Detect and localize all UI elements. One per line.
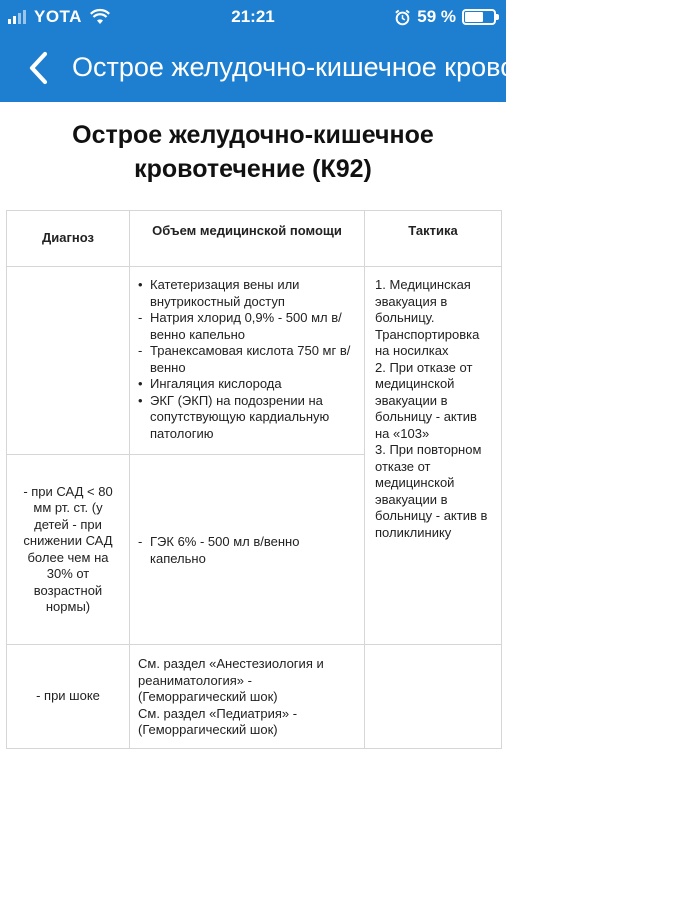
tactics-step: 1. Медицинская эвакуация в больницу. Транспортировка на носилках xyxy=(375,277,480,358)
status-bar xyxy=(0,0,506,34)
volume-cell xyxy=(130,645,365,749)
volume-item: • Катетеризация вены или внутрикостный доступ xyxy=(138,277,300,309)
status-right xyxy=(394,7,496,27)
volume-reference: См. раздел «Анестезиология и реаниматология» - (Геморрагический шок) xyxy=(138,656,324,705)
tactics-step: 2. При отказе от медицинской эвакуации в больницу - актив на «103» xyxy=(375,359,477,441)
volume-cell xyxy=(130,267,365,455)
volume-item: • ЭКГ (ЭКП) на подозрении на сопутствующую кардиальную патологию xyxy=(138,392,330,441)
tactics-cell xyxy=(365,267,502,645)
header-volume: Объем медицинской помощи xyxy=(130,211,365,267)
table-row xyxy=(7,267,502,455)
volume-item: • Ингаляция кислорода xyxy=(138,376,282,391)
header-tactics: Тактика xyxy=(365,211,502,267)
volume-cell xyxy=(130,455,365,645)
volume-item: - Натрия хлорид 0,9% - 500 мл в/венно капельно xyxy=(138,310,342,342)
battery-level xyxy=(465,12,483,22)
tactics-step: 3. При повторном отказе от медицинской эвакуации в больницу - актив в поликлинику xyxy=(375,442,488,540)
carrier-name: YOTA xyxy=(34,7,82,26)
app-bar xyxy=(0,34,686,102)
protocol-table xyxy=(6,210,502,749)
back-button[interactable] xyxy=(18,48,58,88)
battery-percentage: 59 % xyxy=(417,7,456,26)
table-header-row xyxy=(7,211,502,267)
diagnosis-cell xyxy=(7,267,130,455)
status-time: 21:21 xyxy=(231,7,275,26)
page-title: Острое желудочно-кишечное кровотечение (К92) xyxy=(72,121,434,183)
volume-item: - ГЭК 6% - 500 мл в/венно капельно xyxy=(138,534,300,566)
table-row xyxy=(7,645,502,749)
diagnosis-cell: - при САД < 80 мм рт. ст. (у детей - при снижении САД более чем на 30% от возрастной нормы) xyxy=(7,455,130,645)
tactics-cell xyxy=(365,645,502,749)
volume-item: - Транексамовая кислота 750 мг в/венно xyxy=(138,343,351,375)
chevron-left-icon xyxy=(27,51,49,85)
diagnosis-cell: - при шоке xyxy=(7,645,130,749)
app-bar-title: Острое желудочно-кишечное кровотечение (К92) xyxy=(72,52,686,82)
alarm-icon xyxy=(394,9,411,26)
volume-reference: См. раздел «Педиатрия» - (Геморрагический шок) xyxy=(138,705,298,738)
battery-icon xyxy=(462,9,496,25)
header-diagnosis: Диагноз xyxy=(7,211,130,267)
